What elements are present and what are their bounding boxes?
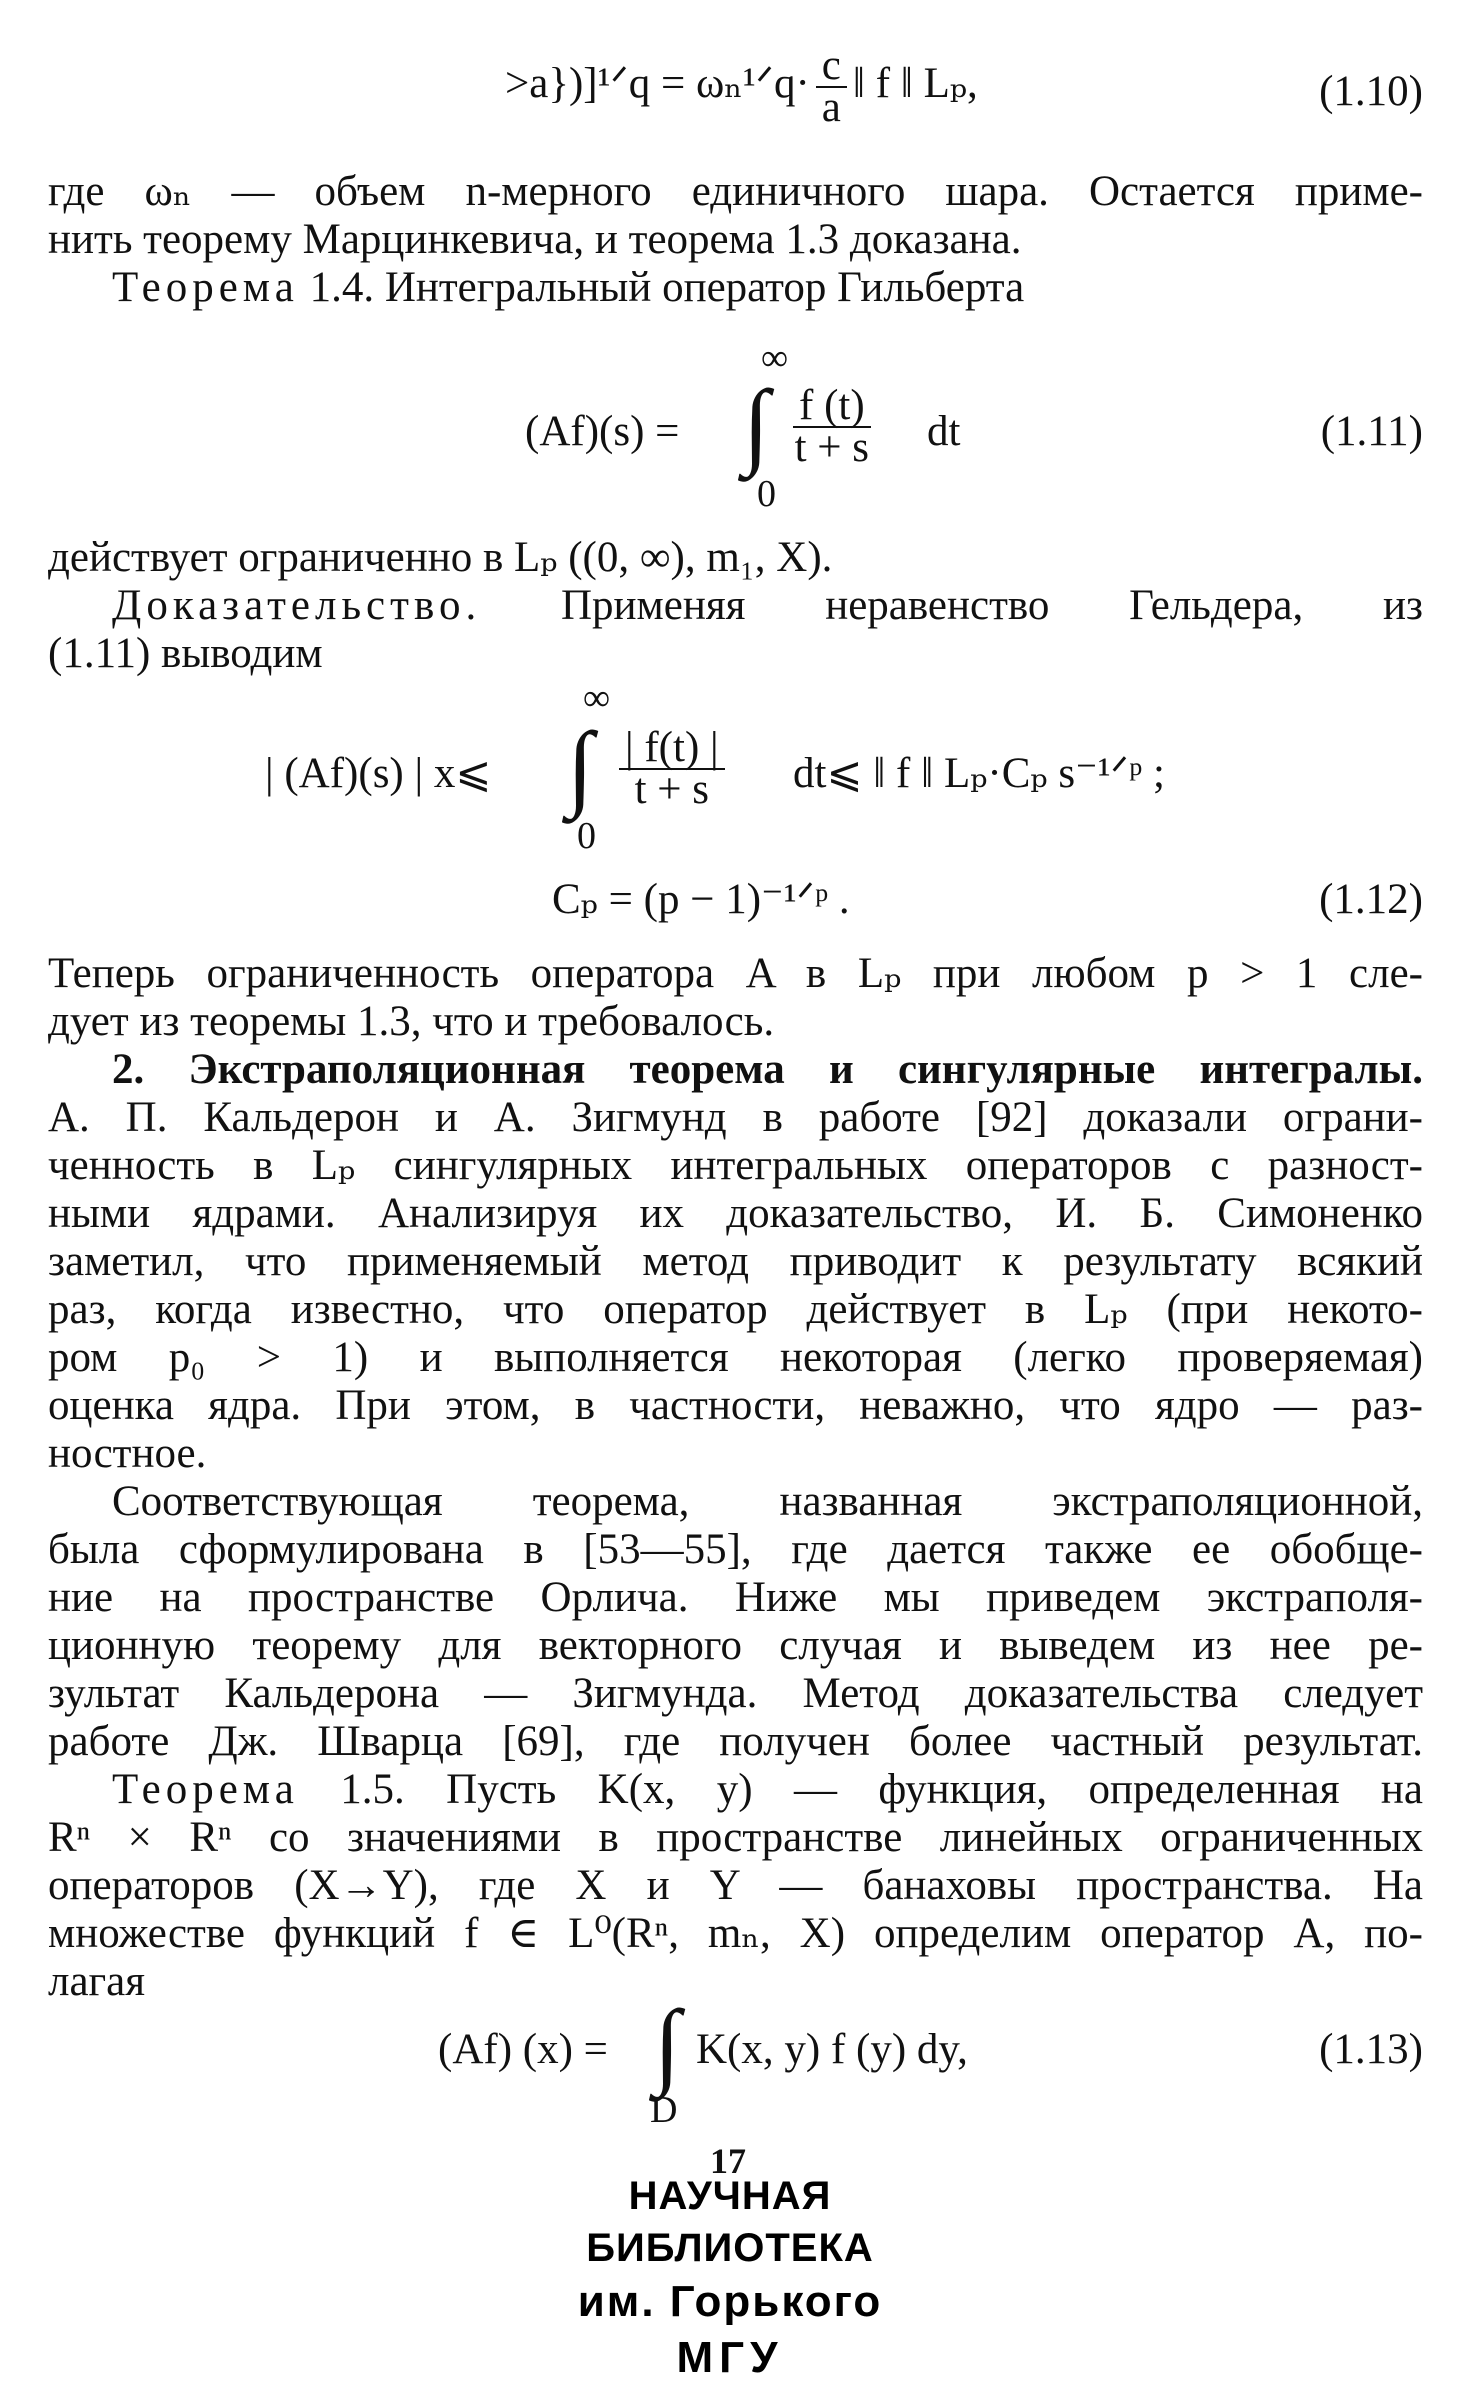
fraction-numerator: f (t) [793, 386, 871, 428]
fraction-numerator: c [816, 46, 847, 88]
text-line: зультат Кальдерона — Зигмунда. Метод доказательства следует [48, 1670, 1423, 1717]
text-line: А. П. Кальдерон и А. Зигмунд в работе [92] доказали ограни- [48, 1094, 1423, 1141]
text-line: заметил, что применяемый метод приводит к результату всякий [48, 1238, 1423, 1285]
equation-tail: dt⩽ ‖ f ‖ Lₚ·Cₚ s⁻¹ᐟᵖ ; [793, 750, 1165, 797]
theorem-1-5 [48, 1766, 1423, 1814]
text-line: действует ограниченно в Lₚ ((0, ∞), m₁, X). [48, 534, 833, 581]
proof-label: Доказательство. [112, 582, 482, 629]
text-line: ностное. [48, 1430, 207, 1477]
library-stamp [520, 2170, 940, 2386]
equation-tail: dt [927, 408, 961, 455]
fraction [619, 724, 725, 813]
integral-sign-icon: ∫ [743, 370, 770, 477]
stamp-line: МГУ [676, 2333, 784, 2382]
text-line: ром p₀ > 1) и выполняется некоторая (легко проверяемая) [48, 1334, 1423, 1381]
text-line: операторов (X→Y), где X и Y — банаховы пространства. На [48, 1862, 1423, 1909]
fraction-denominator: t + s [634, 766, 710, 813]
text-line: работе Дж. Шварца [69], где получен более частный результат. [48, 1718, 1423, 1765]
text-line: ционную теорему для векторного случая и выведем из нее ре- [48, 1622, 1423, 1669]
fraction-numerator: | f(t) | [619, 728, 725, 770]
equation-lhs: (Af) (x) = [438, 2026, 608, 2073]
integral-upper-limit: ∞ [761, 337, 789, 379]
integral-sign-icon: ∫ [654, 1990, 681, 2097]
fraction-denominator: t + s [794, 424, 870, 471]
equation-1-10 [505, 42, 978, 131]
proof-line [48, 582, 1423, 630]
text-line: оценка ядра. При этом, в частности, неважно, что ядро — раз- [48, 1382, 1423, 1429]
theorem-label: Теорема [112, 264, 299, 311]
fraction [793, 382, 871, 471]
equation-text: >a})]¹ᐟq = ωₙ¹ᐟq· [505, 59, 810, 107]
equation-number: (1.12) [1319, 876, 1423, 923]
text-line: Теперь ограниченность оператора A в Lₚ при любом p > 1 сле- [48, 950, 1423, 997]
equation-number: (1.10) [1319, 68, 1423, 115]
stamp-line: НАУЧНАЯ БИБЛИОТЕКА [586, 2174, 874, 2270]
equation-number: (1.13) [1319, 2026, 1423, 2073]
equation-lhs: | (Af)(s) | x⩽ [265, 750, 492, 797]
text-line: была сформулирована в [53—55], где дается также ее обобще- [48, 1526, 1423, 1573]
text-line: где ωₙ — объем n-мерного единичного шара. Остается приме- [48, 168, 1423, 215]
proof-text: Применяя неравенство Гельдера, из [481, 582, 1423, 629]
integral-lower-limit: D [650, 2089, 678, 2131]
theorem-text: 1.4. Интегральный оператор Гильберта [298, 264, 1025, 311]
text-line: ными ядрами. Анализируя их доказательство, И. Б. Симоненко [48, 1190, 1423, 1237]
text-line: ние на пространстве Орлича. Ниже мы приведем экстраполя- [48, 1574, 1423, 1621]
text-line: лагая [48, 1958, 146, 2005]
fraction-denominator: a [821, 84, 841, 131]
equation-number: (1.11) [1320, 408, 1423, 455]
theorem-label: Теорема [112, 1766, 299, 1813]
text-line: нить теорему Марцинкевича, и теорема 1.3 доказана. [48, 216, 1022, 263]
text-line: Соответствующая теорема, названная экстраполяционной, [112, 1478, 1423, 1525]
equation-text: ‖ f ‖ Lₚ, [852, 59, 978, 107]
theorem-1-4 [48, 264, 1423, 312]
fraction [816, 42, 847, 131]
text-line: дует из теоремы 1.3, что и требовалось. [48, 998, 775, 1045]
integral-lower-limit: 0 [577, 815, 596, 857]
equation-lhs: (Af)(s) = [525, 408, 680, 455]
section-heading: 2. Экстраполяционная теорема и сингулярные интегралы. [112, 1046, 1423, 1093]
text-line: множестве функций f ∈ L⁰(Rⁿ, mₙ, X) определим оператор A, по- [48, 1910, 1423, 1957]
text-line: (1.11) выводим [48, 630, 323, 677]
page-number: 17 [710, 2141, 746, 2181]
theorem-text: 1.5. Пусть K(x, y) — функция, определенная на [298, 1766, 1423, 1813]
integral-upper-limit: ∞ [583, 677, 611, 719]
integral-lower-limit: 0 [757, 473, 776, 515]
text-line: раз, когда известно, что оператор действует в Lₚ (при некото- [48, 1286, 1423, 1333]
integral-sign-icon: ∫ [567, 712, 594, 819]
stamp-line: им. Горького [577, 2277, 883, 2326]
equation-tail: K(x, y) f (y) dy, [696, 2026, 968, 2073]
text-line: Rⁿ × Rⁿ со значениями в пространстве линейных ограниченных [48, 1814, 1423, 1861]
equation-1-12: Cₚ = (p − 1)⁻¹ᐟᵖ . [552, 876, 850, 923]
text-line: ченность в Lₚ сингулярных интегральных операторов с разност- [48, 1142, 1423, 1189]
